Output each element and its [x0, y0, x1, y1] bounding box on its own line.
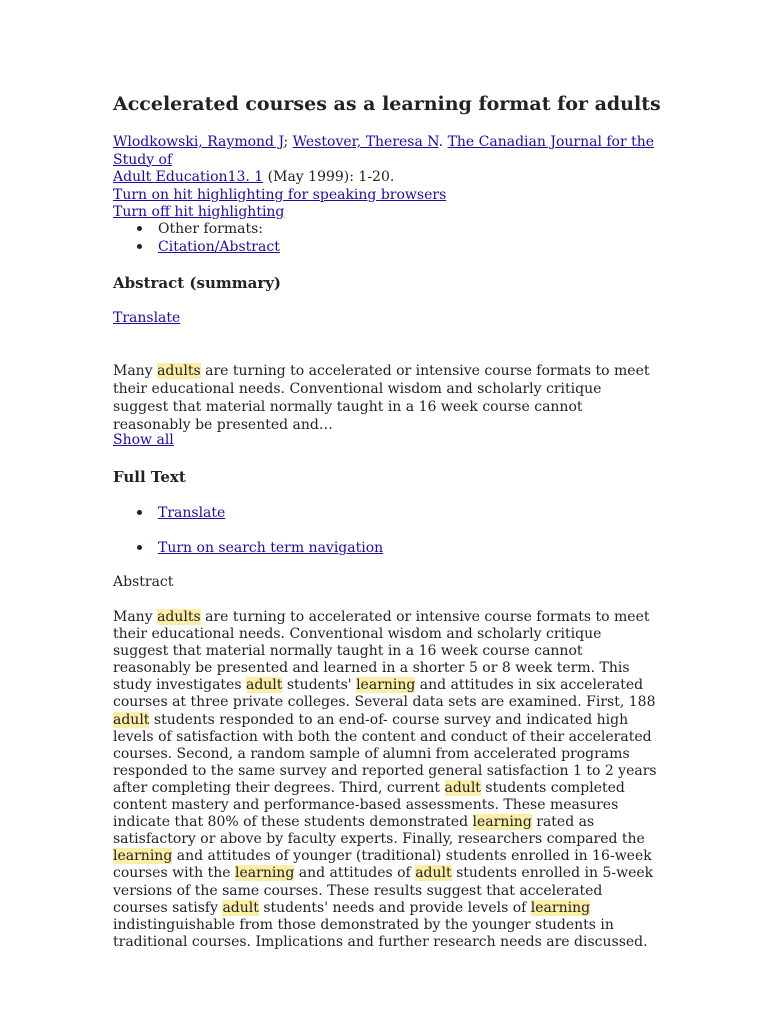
- search-hit-highlight: adult: [444, 779, 481, 796]
- abstract-label: Abstract: [113, 574, 174, 590]
- search-hit-highlight: learning: [472, 814, 532, 831]
- abstract-full-text: [113, 609, 658, 951]
- citation-journal-line: [113, 169, 658, 187]
- full-text-tools-list: [113, 504, 383, 574]
- abstract-snippet: [113, 362, 658, 434]
- list-item: [113, 539, 383, 557]
- citation-details: (May 1999): 1-20.: [263, 169, 395, 185]
- author-link-westover[interactable]: Westover, Theresa N: [292, 134, 439, 150]
- search-hit-highlight: adults: [157, 609, 201, 625]
- search-hit-highlight: learning: [530, 899, 591, 916]
- text-segment: students': [282, 677, 357, 694]
- journal-separator: .: [438, 134, 448, 150]
- text-segment: are turning to accelerated or intensive course formats to meet their educational needs. Conventional wisdom and scholarly critique suggest that material normally taught in a 16 week course cannot reasonably be presented and learned in a shorter 5 or 8 week term. This study investigates: [113, 609, 650, 694]
- search-hit-highlight: adult: [415, 865, 452, 882]
- search-hit-highlight: learning: [113, 848, 173, 865]
- text-segment: Many: [113, 609, 158, 625]
- journal-link[interactable]: The Canadian Journal for the Study of: [113, 134, 655, 168]
- citation-authors-line: [113, 134, 658, 169]
- other-formats-list: [113, 220, 280, 256]
- text-segment: rated as satisfactory or above by faculty experts. Finally, researchers compared the: [113, 814, 645, 848]
- list-item: [113, 504, 383, 522]
- article-title: Accelerated courses as a learning format for adults: [113, 93, 661, 115]
- list-item: [113, 238, 280, 256]
- other-formats-label: Other formats:: [158, 221, 263, 237]
- abstract-summary-heading: Abstract (summary): [113, 274, 282, 292]
- author-separator: ;: [283, 134, 293, 150]
- text-segment: students enrolled in 5-week versions of the same courses. These results suggest that accelerated courses satisfy: [113, 865, 654, 916]
- text-segment: and attitudes in six accelerated courses at three private colleges. Several data sets are examined. First, 188: [113, 677, 656, 711]
- citation-block: [113, 134, 658, 222]
- text-segment: indistinguishable from those demonstrated by the younger students in traditional courses. Implications and further research needs are discussed.: [113, 916, 648, 950]
- text-segment: and attitudes of younger (traditional) students enrolled in 16-week courses with the: [113, 848, 652, 882]
- translate-fulltext-link[interactable]: Translate: [158, 505, 226, 521]
- search-hit-highlight: adult: [245, 677, 283, 694]
- translate-summary-link[interactable]: Translate: [113, 310, 181, 326]
- hit-highlighting-on-link[interactable]: Turn on hit highlighting for speaking browsers: [113, 186, 447, 203]
- text-segment: and attitudes of: [294, 865, 416, 882]
- hit-highlighting-off-link[interactable]: Turn off hit highlighting: [113, 204, 285, 220]
- search-term-navigation-link[interactable]: Turn on search term navigation: [158, 540, 384, 556]
- search-hit-highlight: adult: [222, 899, 259, 916]
- text-segment: students' needs and provide levels of: [258, 899, 531, 916]
- citation-abstract-link[interactable]: Citation/Abstract: [158, 239, 280, 255]
- volume-link[interactable]: 13. 1: [227, 169, 264, 185]
- list-item: [113, 220, 280, 238]
- search-hit-highlight: adults: [157, 363, 201, 379]
- search-hit-highlight: adult: [113, 711, 150, 728]
- text-segment: students responded to an end-of- course survey and indicated high levels of satisfaction with both the content and conduct of their accelerated courses. Second, a random sample of alumni from accelerated programs responded to the same survey and reported general satisfaction 1 to 2 years after completing their degrees. Third, current: [113, 711, 657, 796]
- show-all-link[interactable]: Show all: [113, 432, 174, 448]
- search-hit-highlight: learning: [356, 677, 416, 694]
- full-text-heading: Full Text: [113, 468, 186, 486]
- search-hit-highlight: learning: [235, 865, 295, 882]
- journal-link-continued[interactable]: Adult Education: [113, 169, 228, 185]
- author-link-wlodkowski[interactable]: Wlodkowski, Raymond J: [113, 134, 284, 150]
- text-segment: students completed content mastery and performance-based assessments. These measures indicate that 80% of these students demonstrated: [113, 779, 625, 831]
- text-segment: Many: [113, 363, 158, 379]
- text-segment: are turning to accelerated or intensive course formats to meet their educational needs. Conventional wisdom and scholarly critique suggest that material normally taught in a 16 week course cannot reasonably be presented and…: [113, 363, 650, 433]
